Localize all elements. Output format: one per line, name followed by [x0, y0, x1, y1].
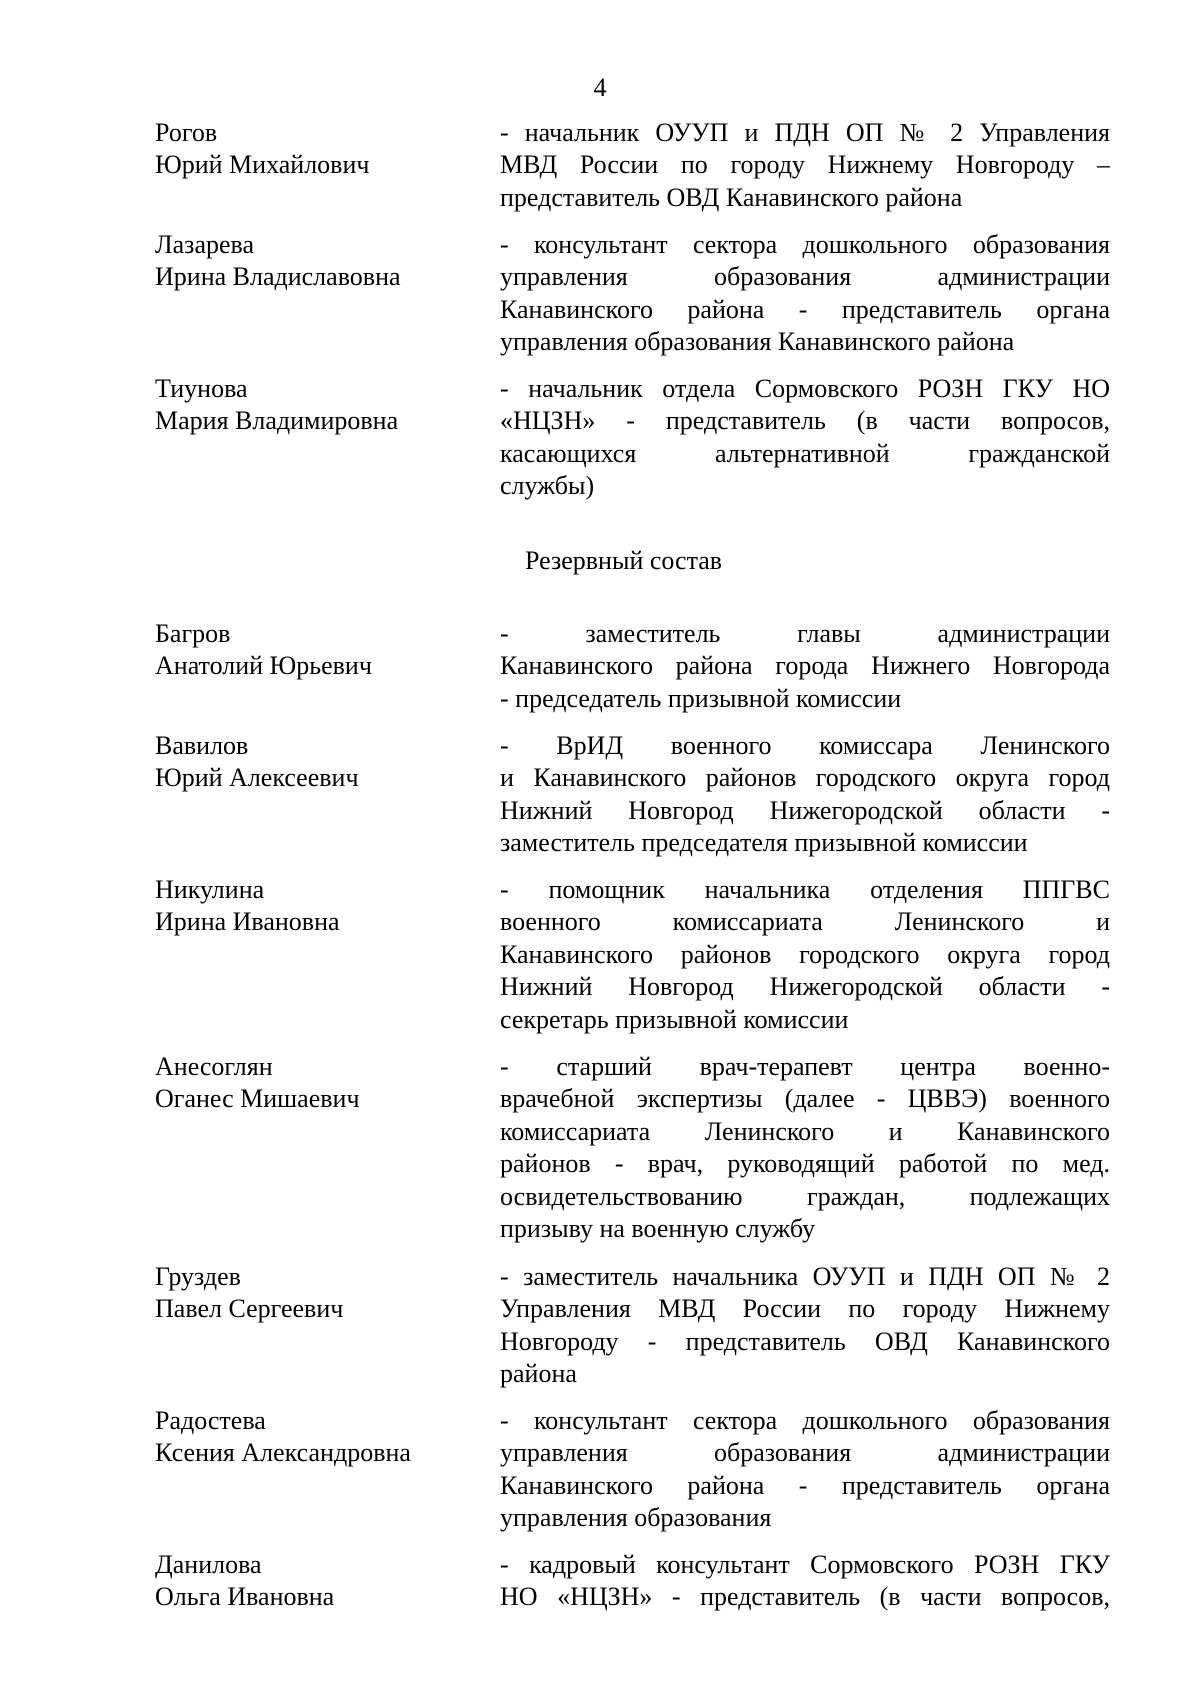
member-surname: Анесоглян [155, 1052, 273, 1081]
member-given-names: Анатолий Юрьевич [155, 651, 372, 681]
member-role [500, 874, 1110, 1036]
member-name [155, 117, 475, 182]
member-name [155, 1549, 475, 1614]
member-name [155, 1261, 475, 1326]
member-given-names: Мария Владимировна [155, 406, 399, 436]
role-line: - консультант сектора дошкольного образования [500, 230, 1110, 259]
member-name [155, 1405, 475, 1470]
role-line: Канавинского района - представитель органа [500, 1470, 1110, 1500]
role-line: - заместитель главы администрации [500, 619, 1110, 648]
member-given-names: Ирина Владиславовна [155, 262, 401, 292]
member-surname: Рогов [155, 118, 218, 147]
member-role [500, 730, 1110, 860]
member-name [155, 618, 475, 683]
member-role [500, 1549, 1110, 1614]
role-line: - кадровый консультант Сормовского РОЗН ГКУ [500, 1550, 1110, 1579]
role-line: Новгороду - представитель ОВД Канавинского [500, 1326, 1110, 1356]
member-given-names: Ирина Ивановна [155, 907, 340, 937]
role-line: - консультант сектора дошкольного образования [500, 1406, 1110, 1435]
role-line: Нижний Новгород Нижегородской области - [500, 795, 1110, 825]
member-surname: Тиунова [155, 374, 248, 403]
member-name [155, 730, 475, 795]
member-given-names: Юрий Михайлович [155, 150, 370, 180]
section-title: Резервный состав [525, 546, 723, 575]
member-role [500, 1405, 1110, 1535]
member-role [500, 229, 1110, 359]
page-number: 4 [593, 73, 607, 102]
role-line: Канавинского района - представитель органа [500, 294, 1110, 324]
member-surname: Вавилов [155, 731, 249, 760]
member-surname: Данилова [155, 1550, 262, 1579]
member-surname: Радостева [155, 1406, 266, 1435]
role-line: службы) [500, 471, 595, 501]
role-line: Управления МВД России по городу Нижнему [500, 1294, 1110, 1324]
role-line: - начальник отдела Сормовского РОЗН ГКУ НО [500, 374, 1110, 403]
role-line: врачебной экспертизы (далее - ЦВВЭ) военного [500, 1084, 1110, 1114]
member-surname: Багров [155, 619, 231, 648]
role-line: МВД России по городу Нижнему Новгороду – [500, 150, 1110, 180]
member-given-names: Юрий Алексеевич [155, 763, 359, 793]
role-line: района [500, 1359, 577, 1389]
member-name [155, 1051, 475, 1116]
role-line: заместитель председателя призывной комиссии [500, 828, 1028, 858]
role-line: управления образования администрации [500, 1438, 1110, 1468]
role-line: управления образования администрации [500, 262, 1110, 292]
role-line: Нижний Новгород Нижегородской области - [500, 972, 1110, 1002]
member-surname: Лазарева [155, 230, 254, 259]
member-name [155, 874, 475, 939]
role-line: комиссариата Ленинского и Канавинского [500, 1116, 1110, 1146]
role-line: призыву на военную службу [500, 1214, 816, 1244]
member-role [500, 1261, 1110, 1391]
role-line: управления образования [500, 1503, 772, 1533]
role-line: - председатель призывной комиссии [500, 683, 902, 713]
member-role [500, 373, 1110, 503]
member-role [500, 618, 1110, 715]
role-line: освидетельствованию граждан, подлежащих [500, 1181, 1110, 1211]
member-name [155, 229, 475, 294]
member-surname: Груздев [155, 1262, 241, 1291]
role-line: «НЦЗН» - представитель (в части вопросов, [500, 406, 1110, 436]
role-line: - ВрИД военного комиссара Ленинского [500, 731, 1110, 760]
member-name [155, 373, 475, 438]
role-line: военного комиссариата Ленинского и [500, 907, 1110, 937]
role-line: НО «НЦЗН» - представитель (в части вопросов, [500, 1582, 1110, 1612]
role-line: - старший врач-терапевт центра военно- [500, 1052, 1110, 1081]
member-surname: Никулина [155, 875, 265, 904]
role-line: - заместитель начальника ОУУП и ПДН ОП № 2 [500, 1262, 1110, 1291]
role-line: - начальник ОУУП и ПДН ОП № 2 Управления [500, 118, 1110, 147]
role-line: - помощник начальника отделения ППГВС [500, 875, 1110, 904]
role-line: Канавинского района города Нижнего Новгорода [500, 651, 1110, 681]
role-line: районов - врач, руководящий работой по мед. [500, 1149, 1110, 1179]
member-given-names: Ксения Александровна [155, 1438, 411, 1468]
role-line: управления образования Канавинского района [500, 327, 1015, 357]
role-line: касающихся альтернативной гражданской [500, 438, 1110, 468]
member-role [500, 117, 1110, 214]
member-given-names: Оганес Мишаевич [155, 1084, 360, 1114]
role-line: и Канавинского районов городского округа город [500, 763, 1110, 793]
role-line: Канавинского районов городского округа город [500, 939, 1110, 969]
member-role [500, 1051, 1110, 1245]
member-given-names: Ольга Ивановна [155, 1582, 335, 1612]
member-given-names: Павел Сергеевич [155, 1294, 344, 1324]
role-line: секретарь призывной комиссии [500, 1004, 849, 1034]
role-line: представитель ОВД Канавинского района [500, 182, 963, 212]
